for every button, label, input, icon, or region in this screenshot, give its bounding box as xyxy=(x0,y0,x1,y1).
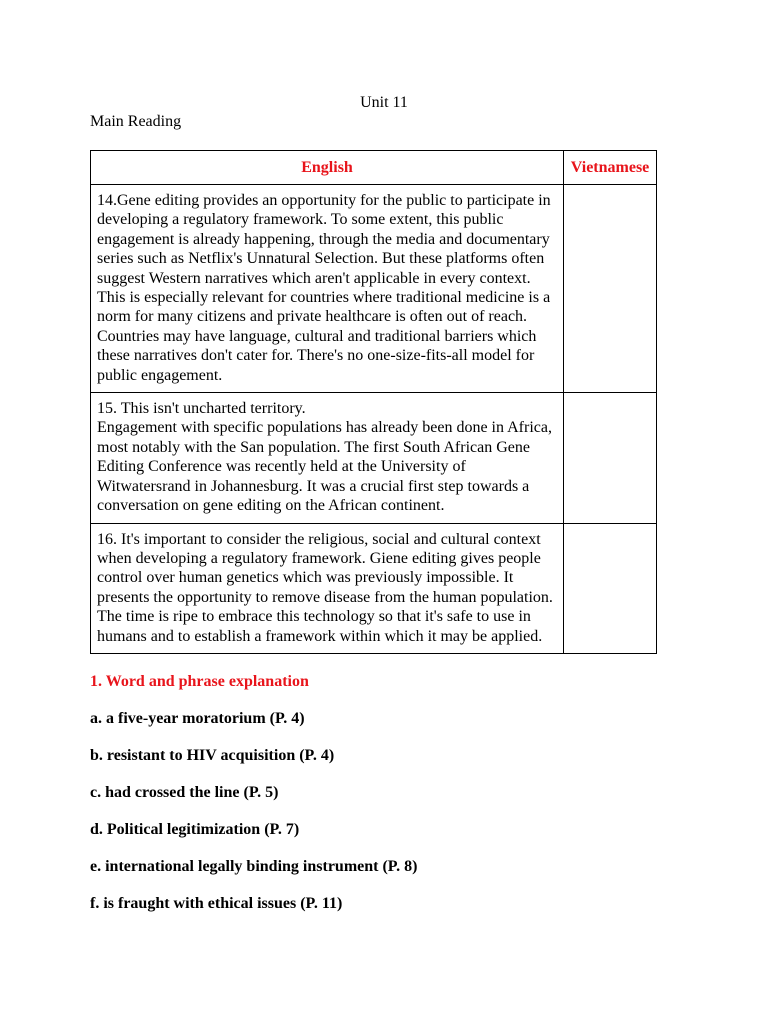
paragraph-15-heading: 15. This isn't uncharted territory. xyxy=(97,400,306,418)
vietnamese-cell[interactable] xyxy=(564,185,657,393)
vietnamese-cell[interactable] xyxy=(564,393,657,523)
vocabulary-item: e. international legally binding instrument (P. 8) xyxy=(90,858,418,875)
column-header-english: English xyxy=(91,151,564,185)
vocabulary-heading: 1. Word and phrase explanation xyxy=(90,673,309,690)
vocabulary-item: c. had crossed the line (P. 5) xyxy=(90,784,279,801)
english-cell xyxy=(91,523,564,653)
table-row xyxy=(91,185,657,393)
paragraph-15-body: Engagement with specific populations has already been done in Africa, most notably with the San population. The first South African Gene Editing Conference was recently held at the University of Witwatersrand in Johannesburg. It was a crucial first step towards a conversation on gene editing on the African continent. xyxy=(97,419,552,515)
table-row xyxy=(91,523,657,653)
english-cell xyxy=(91,393,564,523)
table-row xyxy=(91,393,657,523)
vocabulary-item: d. Political legitimization (P. 7) xyxy=(90,821,300,838)
reading-table xyxy=(90,150,657,654)
vocabulary-item: f. is fraught with ethical issues (P. 11) xyxy=(90,895,343,912)
paragraph-16: 16. It's important to consider the religious, social and cultural context when developing a regulatory framework. Giene editing gives people control over human genetics which was previously impossible. It presents the opportunity to remove disease from the human population. The time is ripe to embrace this technology so that it's safe to use in humans and to establish a framework within which it may be applied. xyxy=(97,530,553,645)
vocabulary-section xyxy=(90,672,417,913)
unit-title: Unit 11 xyxy=(360,94,408,111)
section-title: Main Reading xyxy=(90,113,182,130)
vocabulary-item: a. a five-year moratorium (P. 4) xyxy=(90,710,305,727)
english-cell xyxy=(91,185,564,393)
vietnamese-cell[interactable] xyxy=(564,523,657,653)
vocabulary-item: b. resistant to HIV acquisition (P. 4) xyxy=(90,747,335,764)
table-header-row xyxy=(91,151,657,185)
paragraph-14: 14.Gene editing provides an opportunity for the public to participate in developing a regulatory framework. To some extent, this public engagement is already happening, through the media and documentary series such as Netflix's Unnatural Selection. But these platforms often suggest Western narratives which aren't applicable in every context. This is especially relevant for countries where traditional medicine is a norm for many citizens and private healthcare is often out of reach. Countries may have language, cultural and traditional barriers which these narratives don't cater for. There's no one-size-fits-all model for public engagement. xyxy=(97,192,551,384)
column-header-vietnamese: Vietnamese xyxy=(564,151,657,185)
